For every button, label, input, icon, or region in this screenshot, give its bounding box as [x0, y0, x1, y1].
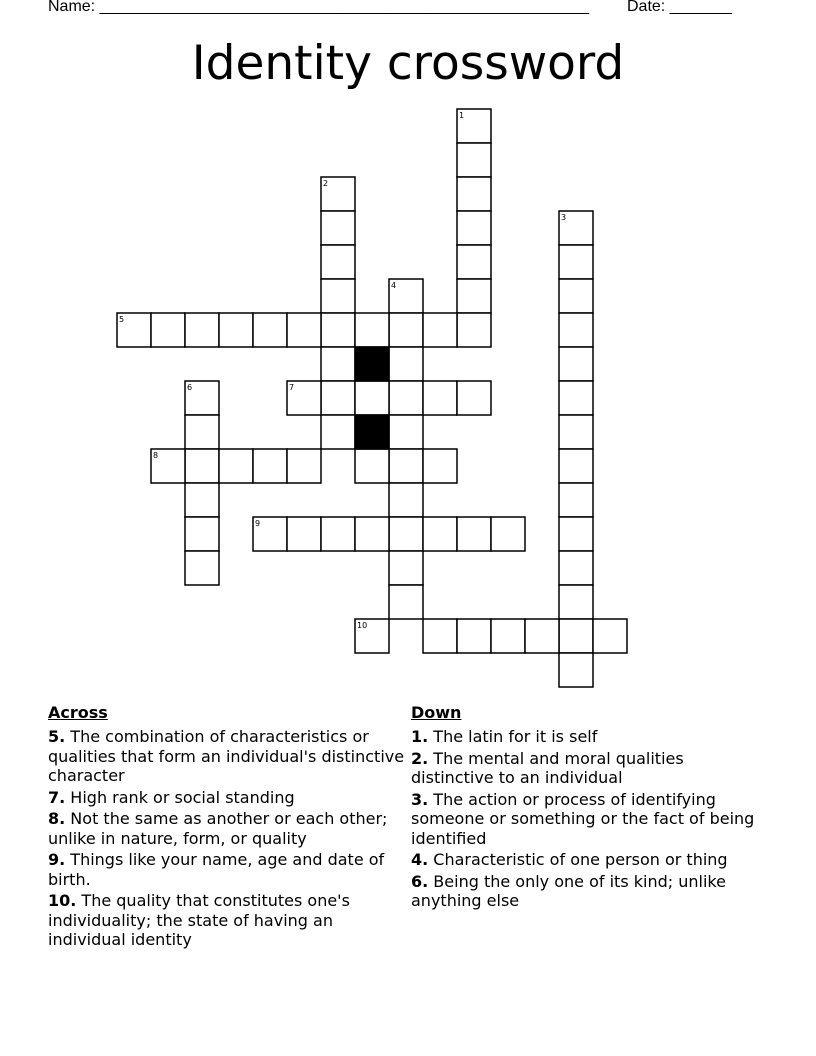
- grid-cell[interactable]: [321, 415, 355, 449]
- clue-number-label: 10.: [48, 891, 77, 910]
- grid-cell[interactable]: [457, 619, 491, 653]
- down-clue: [411, 872, 771, 911]
- grid-cell[interactable]: [457, 245, 491, 279]
- grid-cell[interactable]: [423, 449, 457, 483]
- clue-number-label: 1.: [411, 727, 429, 746]
- clue-text: The combination of characteristics or qualities that form an individual's distinctive character: [48, 727, 405, 785]
- clue-number-label: 9.: [48, 850, 66, 869]
- grid-cell[interactable]: [457, 143, 491, 177]
- grid-cell[interactable]: [559, 245, 593, 279]
- page-title: Identity crossword: [191, 36, 625, 91]
- clue-text: The action or process of identifying someone or something or the fact of being identified: [411, 789, 755, 848]
- across-heading: Across: [48, 703, 108, 722]
- clue-text: Being the only one of its kind; unlike anything else: [411, 871, 726, 910]
- clue-number: 7: [289, 383, 295, 392]
- grid-cell[interactable]: [491, 517, 525, 551]
- grid-cell[interactable]: [185, 517, 219, 551]
- grid-cell[interactable]: [559, 653, 593, 687]
- grid-cell[interactable]: [389, 551, 423, 585]
- clue-number-label: 8.: [48, 809, 66, 828]
- clue-number: 1: [459, 111, 465, 120]
- down-heading: Down: [411, 703, 462, 722]
- grid-cell[interactable]: [185, 415, 219, 449]
- grid-cell[interactable]: [321, 381, 355, 415]
- clue-text: The mental and moral qualities distinctive to an individual: [411, 748, 684, 787]
- clue-number-label: 5.: [48, 727, 66, 746]
- clue-text: Not the same as another or each other; unlike in nature, form, or quality: [48, 809, 388, 848]
- clue-number: 5: [119, 315, 125, 324]
- clue-number: 8: [153, 451, 159, 460]
- grid-cell[interactable]: [423, 381, 457, 415]
- down-clue: [411, 790, 771, 849]
- grid-cell[interactable]: [355, 381, 389, 415]
- grid-cell[interactable]: [389, 313, 423, 347]
- grid-cell[interactable]: [321, 279, 355, 313]
- grid-cell[interactable]: [219, 313, 253, 347]
- down-clue-list: [411, 727, 771, 911]
- name-field-label: Name: _______________________________________________________: [48, 0, 589, 15]
- clue-number-label: 7.: [48, 787, 66, 807]
- grid-cell[interactable]: [389, 585, 423, 619]
- across-clue: [48, 850, 410, 889]
- grid-cell[interactable]: [559, 585, 593, 619]
- grid-cell[interactable]: [559, 279, 593, 313]
- clue-number: 6: [187, 383, 193, 392]
- grid-cell[interactable]: [559, 415, 593, 449]
- clue-text: High rank or social standing: [65, 787, 295, 807]
- grid-cell[interactable]: [355, 517, 389, 551]
- clue-number: 2: [323, 179, 329, 188]
- clue-text: The quality that constitutes one's individuality; the state of having an individual identity: [48, 891, 350, 949]
- grid-cell[interactable]: [457, 313, 491, 347]
- grid-cell[interactable]: [185, 449, 219, 483]
- grid-cell[interactable]: [389, 483, 423, 517]
- grid-cell[interactable]: [389, 517, 423, 551]
- grid-cell[interactable]: [389, 415, 423, 449]
- clue-text: Characteristic of one person or thing: [428, 850, 728, 869]
- grid-cell[interactable]: [253, 313, 287, 347]
- grid-cell[interactable]: [355, 313, 389, 347]
- grid-cell[interactable]: [457, 381, 491, 415]
- grid-cell[interactable]: [423, 517, 457, 551]
- grid-cell[interactable]: [321, 245, 355, 279]
- grid-cell[interactable]: [559, 551, 593, 585]
- grid-cell[interactable]: [491, 619, 525, 653]
- clue-number-label: 6.: [411, 871, 429, 891]
- black-cell: [355, 347, 389, 381]
- grid-cell[interactable]: [559, 347, 593, 381]
- grid-cell[interactable]: [525, 619, 559, 653]
- grid-cell[interactable]: [559, 449, 593, 483]
- across-clue: [48, 788, 410, 808]
- grid-cell[interactable]: [559, 619, 593, 653]
- grid-cell[interactable]: [593, 619, 627, 653]
- grid-cell[interactable]: [559, 483, 593, 517]
- down-clue: [411, 727, 771, 747]
- grid-cell[interactable]: [457, 517, 491, 551]
- grid-cell[interactable]: [321, 517, 355, 551]
- grid-cell[interactable]: [321, 313, 355, 347]
- grid-cell[interactable]: [219, 449, 253, 483]
- clue-number: 3: [561, 213, 567, 222]
- grid-cell[interactable]: [389, 347, 423, 381]
- clue-number: 9: [255, 519, 261, 528]
- grid-cell[interactable]: [185, 551, 219, 585]
- grid-cell[interactable]: [389, 449, 423, 483]
- grid-cell[interactable]: [389, 381, 423, 415]
- grid-cell[interactable]: [457, 211, 491, 245]
- down-clue: [411, 749, 771, 788]
- across-clue: [48, 727, 410, 786]
- down-clue: [411, 850, 771, 870]
- grid-cell[interactable]: [185, 313, 219, 347]
- down-clues: [411, 703, 771, 913]
- grid-cell[interactable]: [423, 313, 457, 347]
- date-field-label: Date: _______: [627, 0, 732, 15]
- grid-cell[interactable]: [185, 483, 219, 517]
- grid-cell[interactable]: [355, 449, 389, 483]
- black-cell: [355, 415, 389, 449]
- clue-text: Things like your name, age and date of birth.: [48, 850, 385, 889]
- grid-cell[interactable]: [559, 381, 593, 415]
- across-clue-list: [48, 727, 410, 950]
- clue-text: The latin for it is self: [428, 727, 598, 746]
- clue-number-label: 3.: [411, 789, 429, 809]
- grid-cell[interactable]: [423, 619, 457, 653]
- grid-cell[interactable]: [287, 517, 321, 551]
- grid-cell[interactable]: [559, 517, 593, 551]
- clue-number: 10: [357, 621, 368, 630]
- across-clue: [48, 891, 410, 950]
- clue-number-label: 4.: [411, 850, 429, 869]
- grid-cell[interactable]: [151, 313, 185, 347]
- grid-cell[interactable]: [287, 313, 321, 347]
- grid-cell[interactable]: [321, 347, 355, 381]
- grid-cell[interactable]: [321, 211, 355, 245]
- grid-cell[interactable]: [287, 449, 321, 483]
- grid-cell[interactable]: [559, 313, 593, 347]
- across-clue: [48, 809, 410, 848]
- clue-number-label: 2.: [411, 748, 429, 768]
- grid-cell[interactable]: [457, 177, 491, 211]
- across-clues: [48, 703, 410, 952]
- clue-number: 4: [391, 281, 397, 290]
- grid-cell[interactable]: [253, 449, 287, 483]
- grid-cell[interactable]: [457, 279, 491, 313]
